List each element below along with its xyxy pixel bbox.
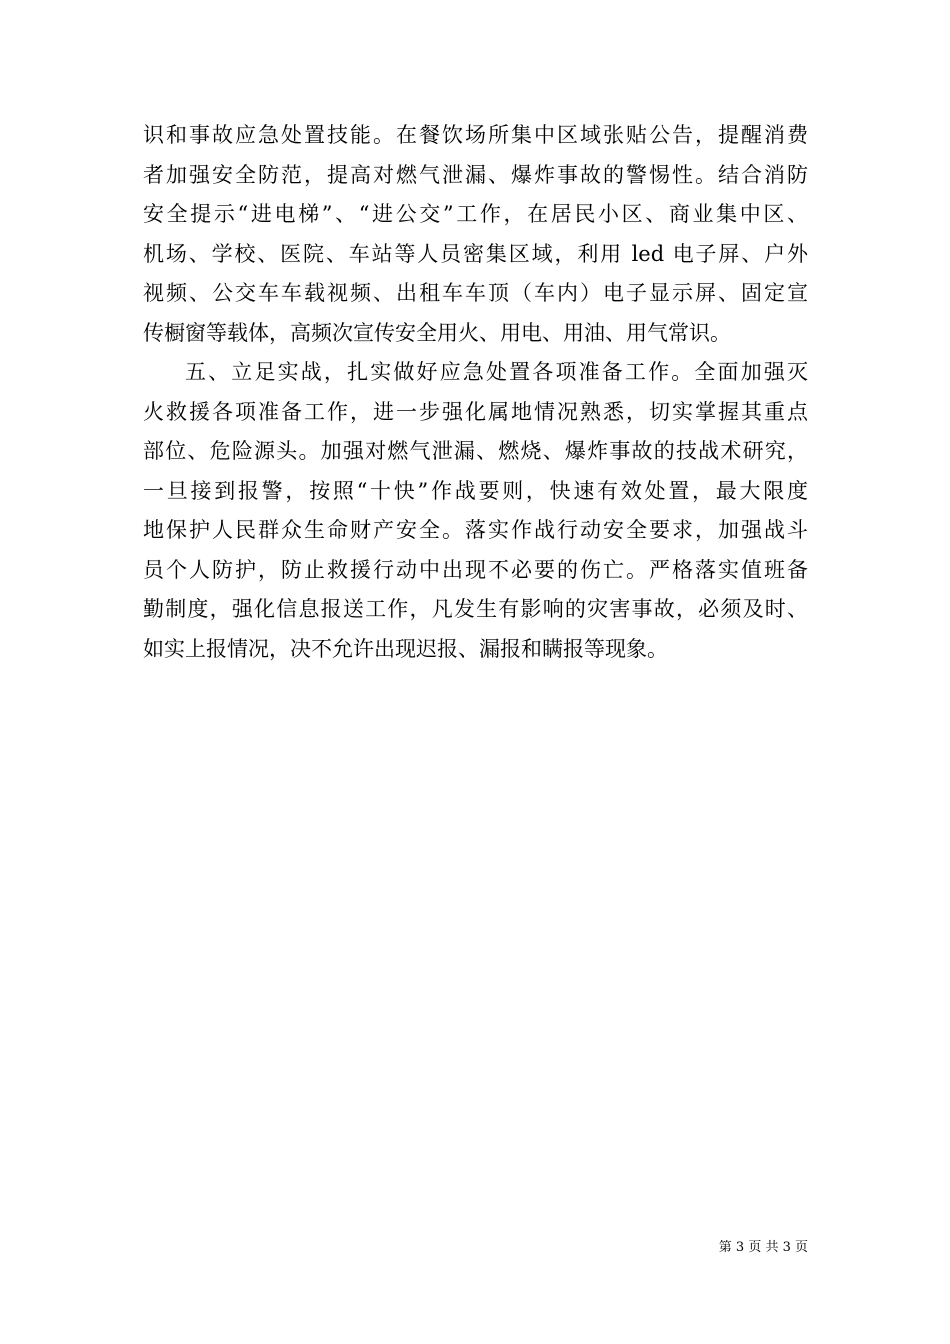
text-line: 一旦接到报警，按照“十快”作战要则，快速有效处置，最大限度 <box>143 478 808 503</box>
text-line: 火救援各项准备工作，进一步强化属地情况熟悉，切实掌握其重点 <box>143 399 808 424</box>
text-line: 视频、公交车车载视频、出租车车顶（车内）电子显示屏、固定宣 <box>143 281 808 305</box>
text-line: 部位、危险源头。加强对燃气泄漏、燃烧、爆炸事故的技战术研究， <box>143 439 808 463</box>
text-line: 安全提示“进电梯”、“进公交”工作，在居民小区、商业集中区、 <box>143 202 808 226</box>
text-line: 五、立足实战，扎实做好应急处置各项准备工作。全面加强灭 <box>185 360 808 384</box>
text-line: 机场、学校、医院、车站等人员密集区域，利用 led 电子屏、户外 <box>143 241 808 266</box>
text-line: 地保护人民群众生命财产安全。落实作战行动安全要求，加强战斗 <box>143 518 808 542</box>
text-line: 识和事故应急处置技能。在餐饮场所集中区域张贴公告，提醒消费 <box>143 123 808 147</box>
text-line: 者加强安全防范，提高对燃气泄漏、爆炸事故的警惕性。结合消防 <box>143 162 808 187</box>
text-line: 员个人防护，防止救援行动中出现不必要的伤亡。严格落实值班备 <box>143 557 808 582</box>
page-number: 第 3 页 共 3 页 <box>718 1240 808 1255</box>
document-body <box>143 116 808 669</box>
text-line: 传橱窗等载体，高频次宣传安全用火、用电、用油、用气常识。 <box>143 320 731 345</box>
text-line: 如实上报情况，决不允许出现迟报、漏报和瞒报等现象。 <box>143 636 668 661</box>
text-line: 勤制度，强化信息报送工作，凡发生有影响的灾害事故，必须及时、 <box>143 597 808 621</box>
